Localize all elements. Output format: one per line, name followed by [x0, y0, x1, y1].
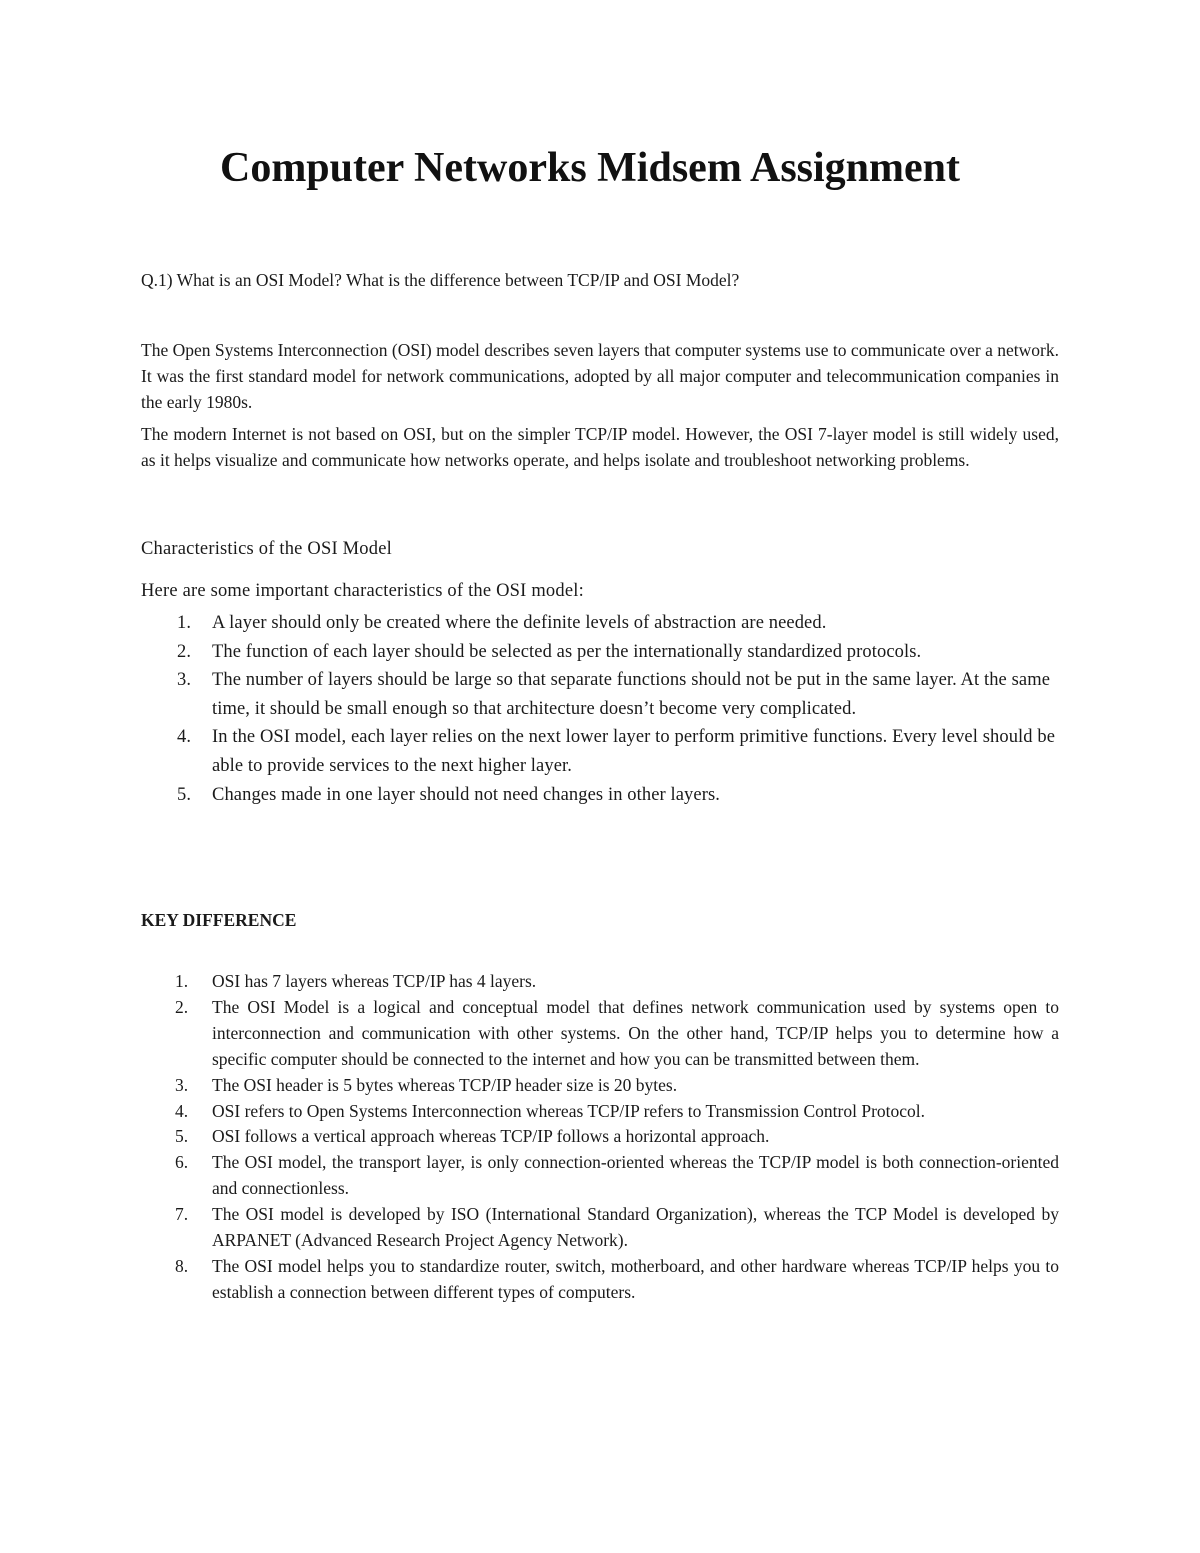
list-item	[141, 969, 1059, 995]
question-text: Q.1) What is an OSI Model? What is the difference between TCP/IP and OSI Model?	[141, 270, 740, 290]
list-item	[141, 995, 1059, 1073]
list-item-text: The OSI model helps you to standardize router, switch, motherboard, and other hardware whereas TCP/IP helps you to establish a connection between different types of computers.	[212, 1255, 1059, 1302]
characteristics-intro: Here are some important characteristics of the OSI model:	[141, 581, 584, 601]
list-number: 7.	[175, 1204, 189, 1225]
list-item	[141, 1150, 1059, 1202]
list-number: 3.	[175, 1074, 189, 1095]
list-item-text: The number of layers should be large so that separate functions should not be put in the same layer. At the same time, it should be small enough so that architecture doesn’t become very complicated.	[212, 670, 1051, 719]
list-number: 8.	[175, 1255, 189, 1276]
list-item-text: The function of each layer should be selected as per the internationally standardized protocols.	[212, 641, 922, 662]
list-number: 2.	[177, 641, 192, 662]
key-difference-heading: KEY DIFFERENCE	[141, 910, 297, 930]
list-item-text: A layer should only be created where the definite levels of abstraction are needed.	[212, 613, 827, 633]
list-item-text: Changes made in one layer should not need changes in other layers.	[212, 784, 721, 805]
paragraph-modern-internet: The modern Internet is not based on OSI, but on the simpler TCP/IP model. However, the OSI 7-layer model is still widely used, as it helps visualize and communicate how networks operate, and helps isolate and troubleshoot networking problems.	[141, 424, 1059, 470]
list-number: 1.	[177, 613, 192, 633]
list-number: 3.	[177, 670, 192, 691]
list-number: 5.	[175, 1126, 189, 1147]
characteristics-heading: Characteristics of the OSI Model	[141, 539, 392, 559]
list-item-text: OSI refers to Open Systems Interconnection whereas TCP/IP refers to Transmission Control Protocol.	[212, 1100, 926, 1121]
list-number: 4.	[177, 727, 192, 748]
list-number: 5.	[177, 784, 192, 805]
page-title: Computer Networks Midsem Assignment	[219, 145, 961, 191]
characteristics-list	[141, 609, 1061, 809]
paragraph-osi-definition: The Open Systems Interconnection (OSI) model describes seven layers that computer systems use to communicate over a network. It was the first standard model for network communications, adopted by all major computer and telecommunication companies in the early 1980s.	[141, 340, 1059, 412]
list-item	[141, 1202, 1059, 1254]
list-item	[141, 1254, 1059, 1306]
list-item	[141, 1124, 1059, 1150]
list-item-text: The OSI Model is a logical and conceptual model that defines network communication used by systems open to interconnection and communication with other systems. On the other hand, TCP/IP helps you to determine how a specific computer should be connected to the internet and how you can be transmitted between them.	[212, 996, 1059, 1069]
list-item	[141, 723, 1061, 780]
list-number: 1.	[175, 971, 189, 991]
list-item	[141, 609, 1061, 638]
list-item-text: The OSI header is 5 bytes whereas TCP/IP header size is 20 bytes.	[212, 1074, 678, 1095]
list-item-text: The OSI model, the transport layer, is only connection-oriented whereas the TCP/IP model is both connection-oriented and connectionless.	[212, 1152, 1059, 1199]
list-number: 4.	[175, 1100, 189, 1121]
list-item	[141, 1099, 1059, 1125]
list-item	[141, 1073, 1059, 1099]
list-number: 2.	[175, 996, 189, 1017]
key-difference-list	[141, 969, 1059, 1306]
list-item	[141, 666, 1061, 723]
list-item-text: The OSI model is developed by ISO (International Standard Organization), whereas the TCP Model is developed by ARPANET (Advanced Research Project Agency Network).	[212, 1204, 1059, 1251]
list-item-text: OSI has 7 layers whereas TCP/IP has 4 layers.	[212, 971, 537, 991]
list-item-text: In the OSI model, each layer relies on the next lower layer to perform primitive functions. Every level should be able to provide services to the next higher layer.	[212, 727, 1056, 776]
list-item	[141, 638, 1061, 667]
list-item-text: OSI follows a vertical approach whereas TCP/IP follows a horizontal approach.	[212, 1126, 770, 1147]
list-item	[141, 781, 1061, 810]
list-number: 6.	[175, 1152, 189, 1173]
